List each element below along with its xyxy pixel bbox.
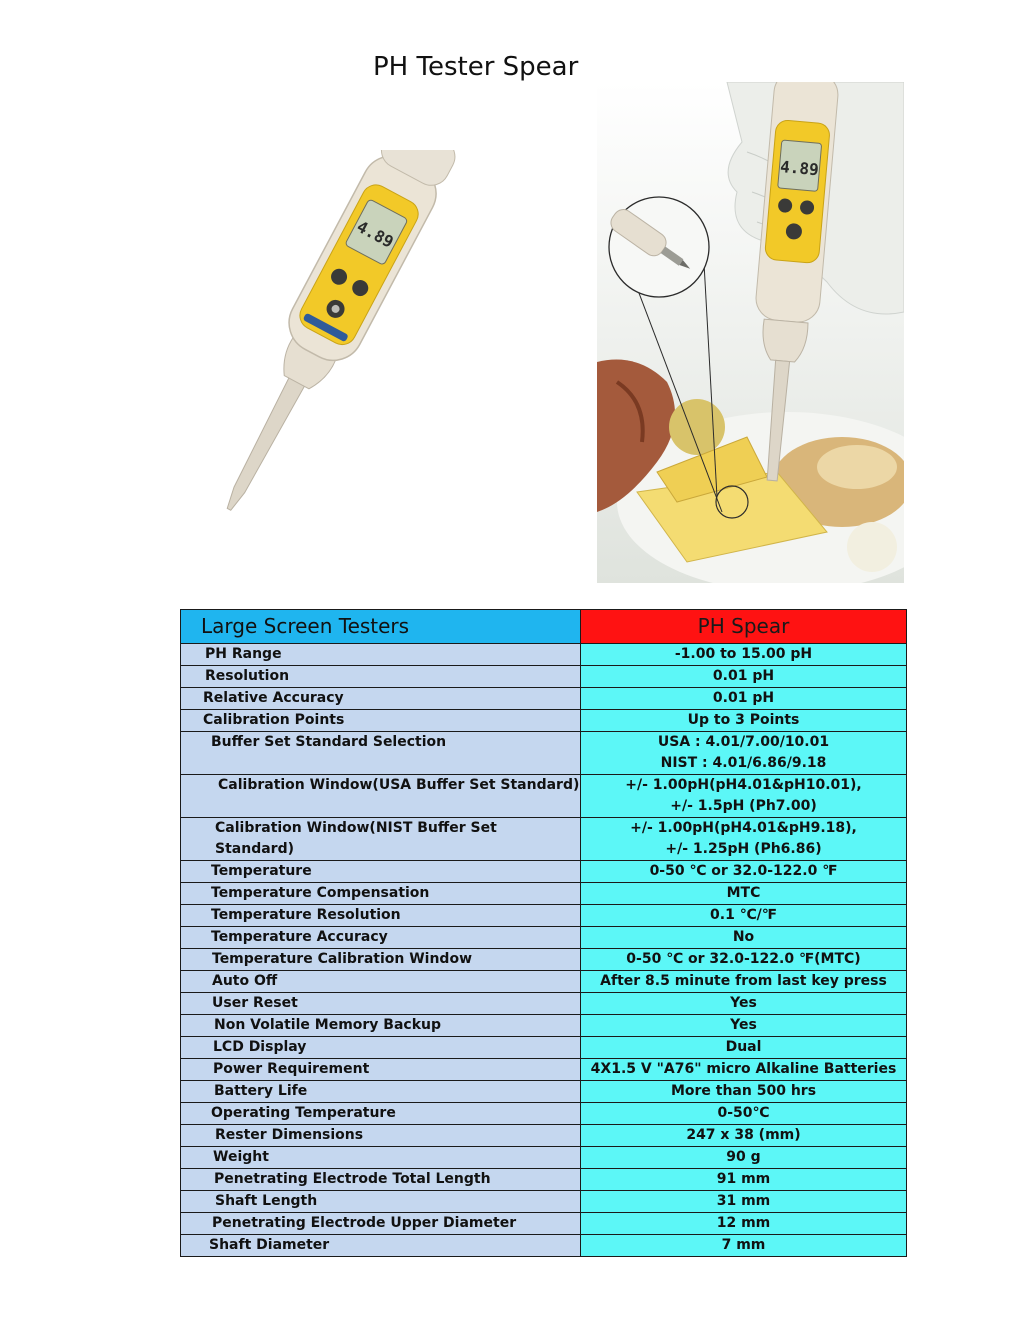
- spec-label-cell: [181, 883, 581, 905]
- photo-illustration: [597, 82, 904, 583]
- spec-value: 0.01 pH: [712, 690, 775, 706]
- spec-value-cell: [581, 1015, 907, 1037]
- product-image-ph-spear: [160, 150, 530, 530]
- spec-label-cell: [181, 1169, 581, 1191]
- spec-label: Temperature Compensation: [211, 885, 430, 901]
- table-row: [181, 1125, 907, 1147]
- spec-value: 0-50℃: [717, 1105, 770, 1121]
- spec-value-cell: [581, 1213, 907, 1235]
- spec-label-cell: [181, 1103, 581, 1125]
- spec-label-cell: [181, 1081, 581, 1103]
- spec-label-cell: [181, 861, 581, 883]
- table-row: [181, 775, 907, 818]
- spec-label-cell: [181, 1191, 581, 1213]
- table-row: [181, 1235, 907, 1257]
- spec-value: Yes: [730, 995, 757, 1011]
- spec-label-cell: [181, 688, 581, 710]
- spec-label: Calibration Window(USA Buffer Set Standard): [218, 777, 580, 793]
- spec-value: 0-50 ℃ or 32.0-122.0 ℉: [649, 863, 838, 879]
- spec-label-cell: [181, 1213, 581, 1235]
- spec-value-cell: [581, 905, 907, 927]
- table-row: [181, 949, 907, 971]
- spec-label: Temperature: [211, 863, 312, 879]
- table-row: [181, 927, 907, 949]
- spec-value: 0.01 pH: [712, 668, 775, 684]
- spec-label-cell: [181, 971, 581, 993]
- table-row: [181, 1169, 907, 1191]
- table-row: [181, 1037, 907, 1059]
- table-row: [181, 644, 907, 666]
- spec-value: +/- 1.00pH(pH4.01&pH10.01),: [625, 777, 862, 793]
- spec-value-cell: [581, 1059, 907, 1081]
- spec-value-cell: [581, 1103, 907, 1125]
- spec-label: PH Range: [205, 646, 282, 662]
- spec-value: +/- 1.00pH(pH4.01&pH9.18),: [630, 820, 857, 836]
- spec-label: User Reset: [212, 995, 298, 1011]
- spec-label-cell: [181, 1037, 581, 1059]
- spec-value: Dual: [725, 1039, 762, 1055]
- table-row: [181, 883, 907, 905]
- spec-label: Shaft Length: [215, 1193, 318, 1209]
- spec-label: Temperature Accuracy: [211, 929, 388, 945]
- table-row: [181, 1213, 907, 1235]
- spec-value-cell: [581, 1147, 907, 1169]
- spec-value: 4X1.5 V "A76" micro Alkaline Batteries: [590, 1061, 897, 1077]
- table-row: [181, 1147, 907, 1169]
- table-row: [181, 1059, 907, 1081]
- spec-value: 91 mm: [716, 1171, 771, 1187]
- product-photo-in-use: [597, 82, 904, 583]
- spec-label-cell: [181, 775, 581, 818]
- spec-label: Resolution: [205, 668, 290, 684]
- spec-value: MTC: [726, 885, 761, 901]
- spec-label: Operating Temperature: [211, 1105, 396, 1121]
- spec-value: 12 mm: [716, 1215, 771, 1231]
- spec-value-cell: [581, 818, 907, 861]
- spec-value: 7 mm: [721, 1237, 766, 1253]
- spec-value-cell: [581, 732, 907, 775]
- spec-value: 247 x 38 (mm): [686, 1127, 801, 1143]
- spec-label-cell: [181, 732, 581, 775]
- spec-label-cell: [181, 927, 581, 949]
- spec-value-cell: [581, 993, 907, 1015]
- spec-value-cell: [581, 666, 907, 688]
- spec-label: LCD Display: [213, 1039, 307, 1055]
- spec-label-cell: [181, 905, 581, 927]
- spec-label: Auto Off: [212, 973, 278, 989]
- spec-value-cell: [581, 775, 907, 818]
- spec-label: Penetrating Electrode Total Length: [214, 1171, 491, 1187]
- spec-value: 31 mm: [716, 1193, 771, 1209]
- spec-label: Temperature Resolution: [211, 907, 401, 923]
- spec-label-cell: [181, 993, 581, 1015]
- spec-label-cell: [181, 1235, 581, 1257]
- table-row: [181, 818, 907, 861]
- spec-value: +/- 1.5pH (Ph7.00): [670, 798, 817, 814]
- spec-value: Up to 3 Points: [687, 712, 800, 728]
- spec-label: Relative Accuracy: [203, 690, 344, 706]
- spec-value-cell: [581, 1169, 907, 1191]
- spec-value-cell: [581, 927, 907, 949]
- spec-value-cell: [581, 1125, 907, 1147]
- table-row: [181, 861, 907, 883]
- spec-value-cell: [581, 971, 907, 993]
- spec-value-cell: [581, 1081, 907, 1103]
- spec-value: -1.00 to 15.00 pH: [674, 646, 813, 662]
- table-row: [181, 993, 907, 1015]
- table-row: [181, 666, 907, 688]
- spec-table: [180, 609, 907, 1257]
- spec-value-cell: [581, 644, 907, 666]
- spec-label: Power Requirement: [213, 1061, 370, 1077]
- spec-label: Battery Life: [214, 1083, 308, 1099]
- lcd-reading-photo: 4.89: [779, 157, 820, 180]
- spec-label-cell: [181, 644, 581, 666]
- spec-value: USA : 4.01/7.00/10.01: [657, 734, 830, 750]
- table-row: [181, 1191, 907, 1213]
- spec-value: 90 g: [726, 1149, 761, 1165]
- spec-value-cell: [581, 1235, 907, 1257]
- table-row: [181, 1103, 907, 1125]
- spec-label: Calibration Points: [203, 712, 345, 728]
- spec-value: No: [732, 929, 755, 945]
- spec-label-cell: [181, 949, 581, 971]
- spec-label: Rester Dimensions: [215, 1127, 364, 1143]
- spec-label-cell: [181, 818, 581, 861]
- spec-value-cell: [581, 1191, 907, 1213]
- table-row: [181, 1015, 907, 1037]
- spec-label-cell: [181, 1015, 581, 1037]
- spec-label-cell: [181, 666, 581, 688]
- spec-value-cell: [581, 949, 907, 971]
- spec-value: After 8.5 minute from last key press: [600, 973, 887, 989]
- spec-value: NIST : 4.01/6.86/9.18: [660, 755, 827, 771]
- spec-value: More than 500 hrs: [670, 1083, 817, 1099]
- spec-value: Yes: [730, 1017, 757, 1033]
- table-row: [181, 732, 907, 775]
- table-row: [181, 1081, 907, 1103]
- spec-value-cell: [581, 861, 907, 883]
- spec-label-cell: [181, 1125, 581, 1147]
- spec-label: Shaft Diameter: [209, 1237, 330, 1253]
- table-row: [181, 905, 907, 927]
- spec-value-cell: [581, 710, 907, 732]
- table-row: [181, 971, 907, 993]
- table-row: [181, 710, 907, 732]
- spec-value-cell: [581, 688, 907, 710]
- spec-label: Calibration Window(NIST Buffer Set Standard): [215, 820, 497, 857]
- spec-label-cell: [181, 710, 581, 732]
- spec-label-cell: [181, 1059, 581, 1081]
- spec-value-cell: [581, 883, 907, 905]
- header-label-cell: Large Screen Testers: [181, 610, 581, 644]
- spec-label: Penetrating Electrode Upper Diameter: [212, 1215, 517, 1231]
- table-header-row: [181, 610, 907, 644]
- spec-value: 0.1 ℃/℉: [710, 907, 777, 923]
- spec-label: Weight: [213, 1149, 269, 1165]
- spec-value: +/- 1.25pH (Ph6.86): [665, 841, 822, 857]
- spec-label: Non Volatile Memory Backup: [214, 1017, 442, 1033]
- header-value-cell: PH Spear: [581, 610, 907, 644]
- spec-label: Buffer Set Standard Selection: [211, 734, 447, 750]
- spec-value: 0-50 ℃ or 32.0-122.0 ℉(MTC): [626, 951, 861, 967]
- spec-label-cell: [181, 1147, 581, 1169]
- lcd-reading: 4.89: [353, 216, 397, 252]
- spec-value-cell: [581, 1037, 907, 1059]
- spec-label: Temperature Calibration Window: [212, 951, 472, 967]
- page-title: PH Tester Spear: [373, 52, 579, 82]
- table-row: [181, 688, 907, 710]
